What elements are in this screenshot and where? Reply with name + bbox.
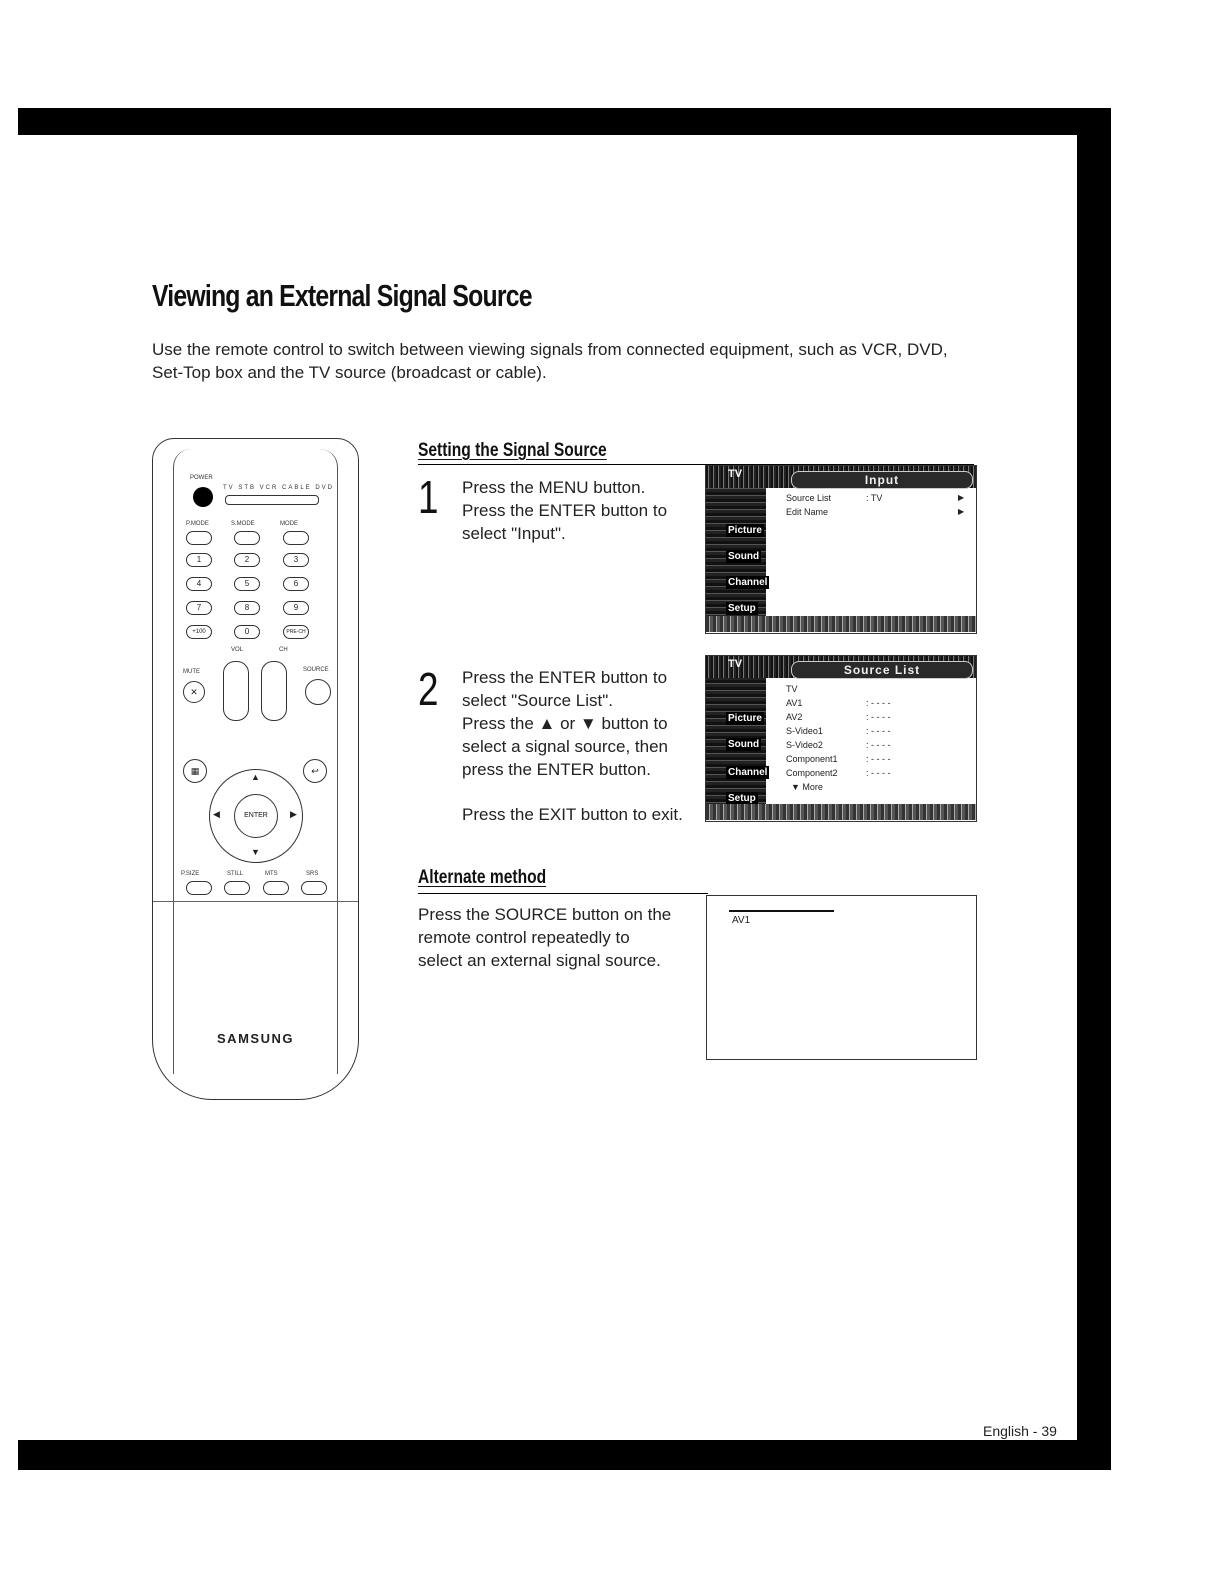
osd-side-channel: Channel xyxy=(728,577,768,588)
tv-screen-av1 xyxy=(706,895,977,1060)
still-button xyxy=(224,881,250,895)
step-1-number: 1 xyxy=(418,471,439,523)
osd-tv-label: TV xyxy=(728,658,743,670)
osd-source-svideo2-value: : - - - - xyxy=(866,740,891,750)
osd-sidebar xyxy=(706,488,766,618)
osd-source-tv: TV xyxy=(786,684,798,694)
pmode-label: P.MODE xyxy=(186,521,209,527)
bottom-border-bar xyxy=(18,1440,1111,1470)
osd-source-list-title: Source List xyxy=(791,661,973,679)
step-2-line-1: Press the ENTER button to xyxy=(462,668,668,687)
smode-label: S.MODE xyxy=(231,521,255,527)
osd-source-component2: Component2 xyxy=(786,768,838,778)
step-2-number: 2 xyxy=(418,663,439,715)
osd-sidebar xyxy=(706,678,766,806)
digit-0-button: 0 xyxy=(234,625,260,639)
osd-side-channel: Channel xyxy=(728,767,768,778)
step-2-exit-text: Press the EXIT button to exit. xyxy=(462,805,683,824)
osd-footer xyxy=(706,804,976,820)
right-arrow-icon: ▶ xyxy=(290,809,297,819)
source-button xyxy=(305,679,331,705)
osd-source-component2-value: : - - - - xyxy=(866,768,891,778)
digit-1-button: 1 xyxy=(186,553,212,567)
power-label: POWER xyxy=(190,475,213,481)
osd-source-svideo2: S-Video2 xyxy=(786,740,823,750)
step-2-line-3: Press the ▲ or ▼ button to xyxy=(462,714,668,733)
remote-control-illustration xyxy=(152,438,359,1100)
osd-input-menu xyxy=(705,465,977,634)
smode-button xyxy=(234,531,260,545)
osd-source-component1: Component1 xyxy=(786,754,838,764)
osd-source-svideo1-value: : - - - - xyxy=(866,726,891,736)
osd-source-av1-value: : - - - - xyxy=(866,698,891,708)
page-number: English - 39 xyxy=(983,1423,1057,1439)
source-indicator-label: AV1 xyxy=(732,915,751,926)
osd-side-sound: Sound xyxy=(728,739,760,750)
up-arrow-icon: ▲ xyxy=(251,772,260,782)
mts-label: MTS xyxy=(265,871,278,877)
ch-label: CH xyxy=(279,647,288,653)
channel-rocker xyxy=(261,661,287,721)
digit-7-button: 7 xyxy=(186,601,212,615)
pmode-button xyxy=(186,531,212,545)
section-heading-setting-signal-source: Setting the Signal Source xyxy=(418,440,607,461)
top-border-bar xyxy=(18,108,1111,135)
srs-button xyxy=(301,881,327,895)
osd-side-setup: Setup xyxy=(728,603,756,614)
osd-source-list-menu xyxy=(705,655,977,822)
osd-row-source-list: Source List xyxy=(786,493,832,503)
step-1-line-1: Press the MENU button. xyxy=(462,478,646,497)
down-arrow-icon: ▼ xyxy=(251,847,260,857)
alt-line-1: Press the SOURCE button on the xyxy=(418,905,672,924)
osd-side-picture: Picture xyxy=(728,525,762,536)
digit-9-button: 9 xyxy=(283,601,309,615)
osd-side-setup: Setup xyxy=(728,793,756,804)
prech-button: PRE-CH xyxy=(283,625,309,639)
alt-line-3: select an external signal source. xyxy=(418,951,661,970)
digit-3-button: 3 xyxy=(283,553,309,567)
osd-footer xyxy=(706,616,976,632)
alt-line-2: remote control repeatedly to xyxy=(418,928,630,947)
section-heading-alternate-method: Alternate method xyxy=(418,867,547,888)
volume-rocker xyxy=(223,661,249,721)
step-2-text xyxy=(462,666,702,781)
still-label: STILL xyxy=(227,871,244,877)
psize-button xyxy=(186,881,212,895)
left-arrow-icon: ◀ xyxy=(213,809,220,819)
step-1-text xyxy=(462,476,702,545)
mute-icon: ✕ xyxy=(183,681,205,703)
digit-4-button: 4 xyxy=(186,577,212,591)
mts-button xyxy=(263,881,289,895)
osd-arrow-icon: ▶ xyxy=(958,507,965,516)
source-indicator-line xyxy=(729,910,834,912)
osd-side-sound: Sound xyxy=(728,551,760,562)
step-2-line-4: select a signal source, then xyxy=(462,737,669,756)
osd-source-av1: AV1 xyxy=(786,698,803,708)
srs-label: SRS xyxy=(306,871,319,877)
exit-icon: ↩ xyxy=(303,759,327,783)
digit-8-button: 8 xyxy=(234,601,260,615)
osd-source-av2: AV2 xyxy=(786,712,803,722)
mode-selector xyxy=(225,495,319,505)
osd-row-edit-name: Edit Name xyxy=(786,507,829,517)
osd-tv-label: TV xyxy=(728,468,743,480)
step-2-line-2: select "Source List". xyxy=(462,691,613,710)
section-rule xyxy=(418,893,708,894)
digit-5-button: 5 xyxy=(234,577,260,591)
right-border-bar xyxy=(1077,108,1111,1440)
step-2-line-5: press the ENTER button. xyxy=(462,760,651,779)
vol-label: VOL xyxy=(231,647,244,653)
page-title: Viewing an External Signal Source xyxy=(152,278,532,313)
alternate-method-text xyxy=(418,903,703,972)
mode-button xyxy=(283,531,309,545)
osd-source-av2-value: : - - - - xyxy=(866,712,891,722)
mute-label: MUTE xyxy=(183,669,200,675)
step-1-line-3: select "Input". xyxy=(462,524,566,543)
mode-labels: TV STB VCR CABLE DVD xyxy=(223,485,335,491)
osd-source-svideo1: S-Video1 xyxy=(786,726,823,736)
power-button xyxy=(193,487,213,507)
remote-brand-logo: SAMSUNG xyxy=(217,1031,294,1046)
menu-icon: ▦ xyxy=(183,759,207,783)
mode-label: MODE xyxy=(280,521,298,527)
osd-source-more: ▼ More xyxy=(791,782,823,792)
intro-paragraph: Use the remote control to switch between viewing signals from connected equipment, such as VCR, DVD, Set-Top box and the TV source (broadcast or cable). xyxy=(152,340,948,382)
osd-arrow-icon: ▶ xyxy=(958,493,965,502)
osd-input-title: Input xyxy=(791,471,973,489)
enter-button: ENTER xyxy=(234,794,278,838)
digit-6-button: 6 xyxy=(283,577,309,591)
source-label: SOURCE xyxy=(303,667,329,673)
remote-cover-line xyxy=(153,901,358,902)
osd-source-component1-value: : - - - - xyxy=(866,754,891,764)
osd-val-source-list: : TV xyxy=(866,493,883,503)
osd-side-picture: Picture xyxy=(728,713,762,724)
psize-label: P.SIZE xyxy=(181,871,200,877)
digit-2-button: 2 xyxy=(234,553,260,567)
plus100-button: +100 xyxy=(186,625,212,639)
step-1-line-2: Press the ENTER button to xyxy=(462,501,668,520)
